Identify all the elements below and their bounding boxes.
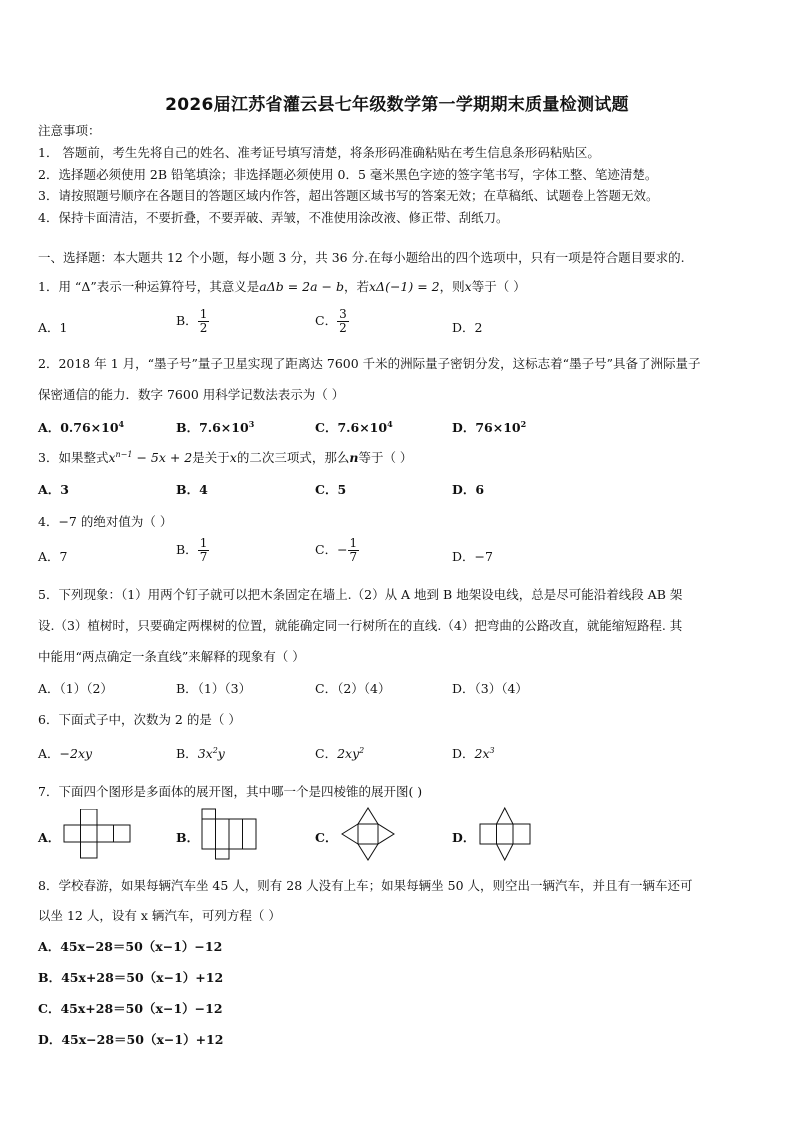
q6-option-b-rest: y bbox=[217, 746, 225, 761]
q3-option-a: A．3 bbox=[38, 482, 69, 497]
q2-option-a-exp: 4 bbox=[118, 418, 125, 429]
q2-option-d-exp: 2 bbox=[520, 418, 527, 429]
q3-expr-base: x bbox=[108, 450, 116, 465]
q6-option-c-label: C． bbox=[315, 746, 338, 761]
q6-option-c-exp: 2 bbox=[359, 745, 365, 755]
q6-option-d-label: D． bbox=[452, 746, 475, 761]
q6-option-a-label: A． bbox=[38, 746, 60, 761]
fraction-denominator: 2 bbox=[339, 321, 347, 335]
q2-option-a bbox=[38, 418, 124, 436]
q3-text-d: 等于（ ） bbox=[358, 450, 413, 465]
question-8-line-2: 以坐 12 人，设有 x 辆汽车，可列方程（ ） bbox=[38, 908, 281, 923]
q8-option-d: D．45x−28＝50（x−1）+12 bbox=[38, 1032, 224, 1047]
q3-text-b: 是关于 bbox=[192, 450, 230, 465]
q7-option-d: D． bbox=[452, 830, 476, 845]
q4-option-d: D．−7 bbox=[452, 549, 493, 564]
fraction-numerator: 1 bbox=[199, 536, 208, 550]
question-1 bbox=[38, 277, 526, 295]
q7-option-a: A． bbox=[38, 830, 61, 845]
q7-option-b: B． bbox=[176, 830, 200, 845]
q3-text-a: 3．如果整式 bbox=[38, 450, 109, 465]
q6-option-c-base: 2xy bbox=[337, 746, 360, 761]
q2-option-c bbox=[315, 418, 393, 436]
question-4: 4．−7 的绝对值为（ ） bbox=[38, 514, 173, 529]
q5-option-d: D．（3）（4） bbox=[452, 681, 528, 696]
fraction-numerator: 1 bbox=[199, 307, 208, 321]
fraction-denominator: 7 bbox=[199, 550, 208, 564]
q1-option-b-fraction bbox=[198, 308, 210, 335]
q6-option-d-exp: 3 bbox=[489, 745, 495, 755]
fraction-denominator: 7 bbox=[349, 550, 358, 564]
q1-text-d: 等于（ ） bbox=[471, 279, 526, 294]
q1-text-b: ，若 bbox=[343, 279, 369, 294]
question-5-line-1: 5．下列现象：（1）用两个钉子就可以把木条固定在墙上.（2）从 A 地到 B 地架设电线，总是尽可能沿着线段 AB 架 bbox=[38, 587, 683, 602]
q1-option-b-label: B． bbox=[176, 313, 198, 328]
q3-var-x: x bbox=[229, 450, 237, 465]
q2-option-c-text: C．7.6×10 bbox=[315, 420, 388, 435]
q1-option-d: D．2 bbox=[452, 320, 483, 335]
q6-option-a-expr: −2xy bbox=[59, 746, 93, 761]
q4-option-b bbox=[176, 537, 209, 564]
q3-option-d: D．6 bbox=[452, 482, 485, 497]
q4-option-c-fraction bbox=[348, 537, 360, 564]
q1-expr-2: xΔ(−1) = 2 bbox=[369, 279, 440, 294]
fraction-numerator: 3 bbox=[339, 307, 347, 321]
notice-item-3: 3．请按照题号顺序在各题目的答题区域内作答，超出答题区域书写的答案无效；在草稿纸、试题卷上答题无效。 bbox=[38, 188, 659, 203]
question-7: 7．下面四个图形是多面体的展开图，其中哪一个是四棱锥的展开图( ) bbox=[38, 784, 423, 799]
q6-option-d bbox=[452, 744, 495, 762]
q6-option-b bbox=[176, 744, 225, 762]
question-2-line-1: 2．2018 年 1 月，“墨子号”量子卫星实现了距离达 7600 千米的洲际量子密钥分发，这标志着“墨子号”具备了洲际量子 bbox=[38, 356, 701, 371]
q3-expr bbox=[108, 450, 192, 465]
q8-option-a: A．45x−28＝50（x−1）−12 bbox=[38, 939, 223, 954]
notice-item-1: 1． 答题前，考生先将自己的姓名、准考证号填写清楚，将条形码准确粘贴在考生信息条形码粘贴区。 bbox=[38, 145, 600, 160]
q4-option-b-label: B． bbox=[176, 542, 198, 557]
q2-option-c-exp: 4 bbox=[387, 418, 393, 429]
page-title: 2026届江苏省灌云县七年级数学第一学期期末质量检测试题 bbox=[165, 95, 629, 115]
question-2-line-2: 保密通信的能力．数字 7600 用科学记数法表示为（ ） bbox=[38, 387, 345, 402]
q4-option-c bbox=[315, 537, 359, 564]
question-5-line-3: 中能用“两点确定一条直线”来解释的现象有（ ） bbox=[38, 649, 305, 664]
q2-option-d bbox=[452, 418, 526, 436]
question-6: 6．下面式子中，次数为 2 的是（ ） bbox=[38, 712, 241, 727]
question-5-line-2: 设.（3）植树时，只要确定两棵树的位置，就能确定同一行树所在的直线.（4）把弯曲的公路改直，就能缩短路程. 其 bbox=[38, 618, 683, 633]
q6-option-b-label: B． bbox=[176, 746, 198, 761]
q5-option-c: C．（2）（4） bbox=[315, 681, 391, 696]
q3-expr-rest: − 5x + 2 bbox=[132, 450, 193, 465]
net-d-figure bbox=[478, 806, 534, 862]
notice-item-4: 4．保持卡面清洁，不要折叠，不要弄破、弄皱，不准使用涂改液、修正带、刮纸刀。 bbox=[38, 210, 509, 225]
q7-option-c: C． bbox=[315, 830, 338, 845]
net-a-figure bbox=[62, 809, 134, 859]
q1-option-b bbox=[176, 308, 209, 335]
q3-option-b: B．4 bbox=[176, 482, 208, 497]
q1-option-c bbox=[315, 308, 349, 335]
q2-option-b-exp: 3 bbox=[248, 418, 255, 429]
notice-heading: 注意事项： bbox=[38, 123, 101, 138]
fraction-denominator: 2 bbox=[199, 321, 208, 335]
net-c-figure bbox=[340, 806, 396, 862]
q2-option-a-text: A．0.76×10 bbox=[38, 420, 119, 435]
q8-option-b: B．45x+28＝50（x−1）+12 bbox=[38, 970, 224, 985]
q1-text-a: 1．用 “Δ”表示一种运算符号，其意义是 bbox=[38, 279, 260, 294]
q2-option-d-text: D．76×10 bbox=[452, 420, 521, 435]
q5-option-b: B．（1）（3） bbox=[176, 681, 252, 696]
q6-option-c bbox=[315, 744, 364, 762]
question-8-line-1: 8．学校春游，如果每辆汽车坐 45 人，则有 28 人没有上车；如果每辆坐 50 人，则空出一辆汽车，并且有一辆车还可 bbox=[38, 878, 693, 893]
net-b-figure bbox=[200, 807, 260, 861]
q6-option-b-base: 3x bbox=[197, 746, 213, 761]
fraction-numerator: 1 bbox=[349, 536, 358, 550]
q4-option-a: A．7 bbox=[38, 549, 68, 564]
q1-option-c-label: C． bbox=[315, 313, 338, 328]
q5-option-a: A．（1）（2） bbox=[38, 681, 113, 696]
q6-option-a bbox=[38, 744, 92, 762]
q3-expr-exp: n−1 bbox=[115, 449, 133, 459]
q6-option-d-base: 2x bbox=[474, 746, 490, 761]
q3-text-c: 的二次三项式，那么 bbox=[236, 450, 350, 465]
q1-text-c: ，则 bbox=[439, 279, 465, 294]
q1-var-x: x bbox=[464, 279, 472, 294]
q6-option-b-exp: 2 bbox=[212, 745, 218, 755]
q3-option-c: C．5 bbox=[315, 482, 347, 497]
q1-option-a: A．1 bbox=[38, 320, 68, 335]
q3-var-n: n bbox=[349, 450, 359, 465]
q4-option-c-label: C．− bbox=[315, 542, 348, 557]
section-heading: 一、选择题：本大题共 12 个小题，每小题 3 分，共 36 分.在每小题给出的四个选项中，只有一项是符合题目要求的. bbox=[38, 250, 685, 265]
notice-item-2: 2．选择题必须使用 2B 铅笔填涂；非选择题必须使用 0．5 毫米黑色字迹的签字笔书写，字体工整、笔迹清楚。 bbox=[38, 167, 658, 182]
question-3 bbox=[38, 448, 412, 466]
q1-expr-1: aΔb = 2a − b bbox=[259, 279, 344, 294]
q4-option-b-fraction bbox=[198, 537, 210, 564]
q2-option-b bbox=[176, 418, 254, 436]
q8-option-c: C．45x+28＝50（x−1）−12 bbox=[38, 1001, 223, 1016]
q1-option-c-fraction bbox=[337, 308, 349, 335]
q2-option-b-text: B．7.6×10 bbox=[176, 420, 249, 435]
